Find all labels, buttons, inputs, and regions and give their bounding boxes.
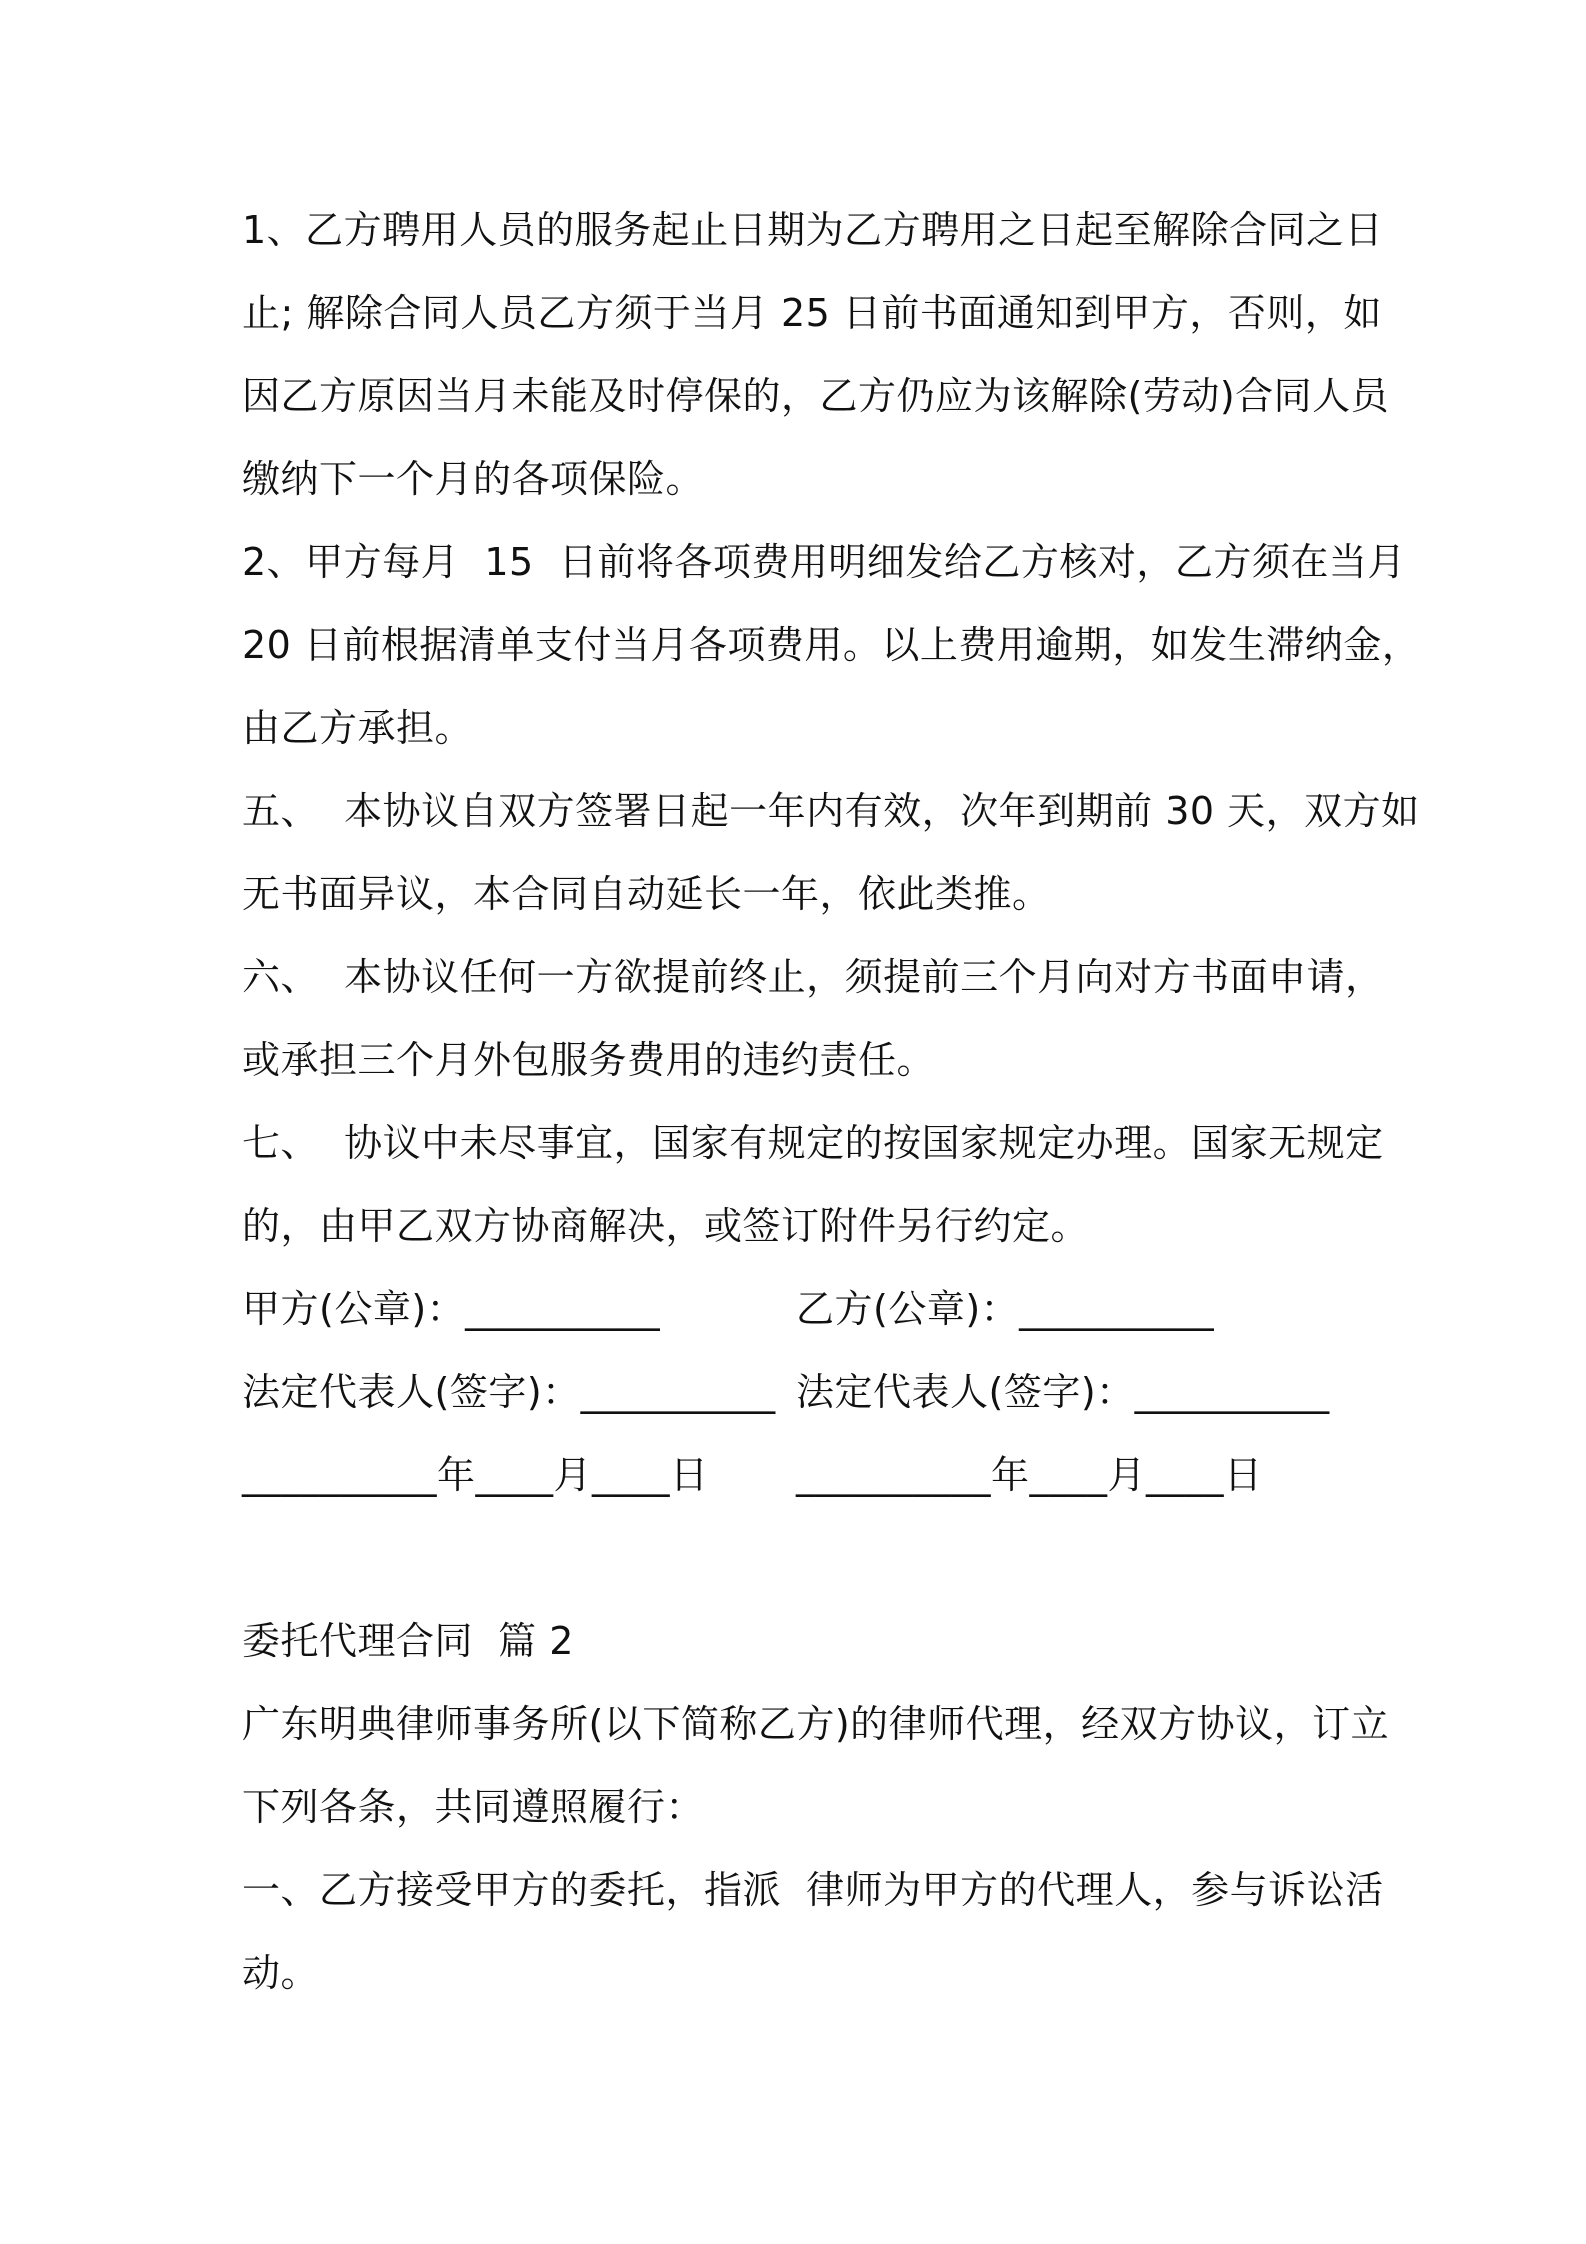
party-b-representative: 法定代表人(签字)：__________ [796,1370,1330,1414]
clause-2-line-2: 20 日前根据清单支付当月各项费用。以上费用逾期，如发生滞纳金， [242,623,1421,667]
clause-6-line-2: 或承担三个月外包服务费用的违约责任。 [242,1038,936,1082]
next-clause-1-line-1: 一、乙方接受甲方的委托，指派 律师为甲方的代理人，参与诉讼活 [242,1868,1384,1912]
clause-1-line-1: 1、乙方聘用人员的服务起止日期为乙方聘用之日起至解除合同之日 [242,208,1384,252]
party-a-representative: 法定代表人(签字)：__________ [242,1370,776,1414]
intro-line-1: 广东明典律师事务所(以下简称乙方)的律师代理，经双方协议，订立 [242,1702,1390,1746]
clause-2-line-3: 由乙方承担。 [242,706,474,750]
clause-6-line-1: 六、 本协议任何一方欲提前终止，须提前三个月向对方书面申请， [242,955,1384,999]
clause-1-line-4: 缴纳下一个月的各项保险。 [242,457,705,501]
section-title: 委托代理合同 篇 2 [242,1619,574,1663]
clause-5-line-1: 五、 本协议自双方签署日起一年内有效，次年到期前 30 天，双方如 [242,789,1420,833]
party-b-date: __________年____月____日 [796,1453,1263,1497]
intro-line-2: 下列各条，共同遵照履行： [242,1785,705,1829]
clause-1-line-2: 止; 解除合同人员乙方须于当月 25 日前书面通知到甲方，否则，如 [242,291,1382,335]
clause-7-line-2: 的，由甲乙双方协商解决，或签订附件另行约定。 [242,1204,1090,1248]
party-b-seal: 乙方(公章)：__________ [796,1287,1215,1331]
clause-5-line-2: 无书面异议，本合同自动延长一年，依此类推。 [242,872,1051,916]
clause-2-line-1: 2、甲方每月 15 日前将各项费用明细发给乙方核对，乙方须在当月 [242,540,1406,584]
next-clause-1-line-2: 动。 [242,1951,320,1995]
clause-1-line-3: 因乙方原因当月未能及时停保的，乙方仍应为该解除(劳动)合同人员 [242,374,1390,418]
party-a-seal: 甲方(公章)：__________ [242,1287,661,1331]
party-a-date: __________年____月____日 [242,1453,709,1497]
clause-7-line-1: 七、 协议中未尽事宜，国家有规定的按国家规定办理。国家无规定 [242,1121,1384,1165]
